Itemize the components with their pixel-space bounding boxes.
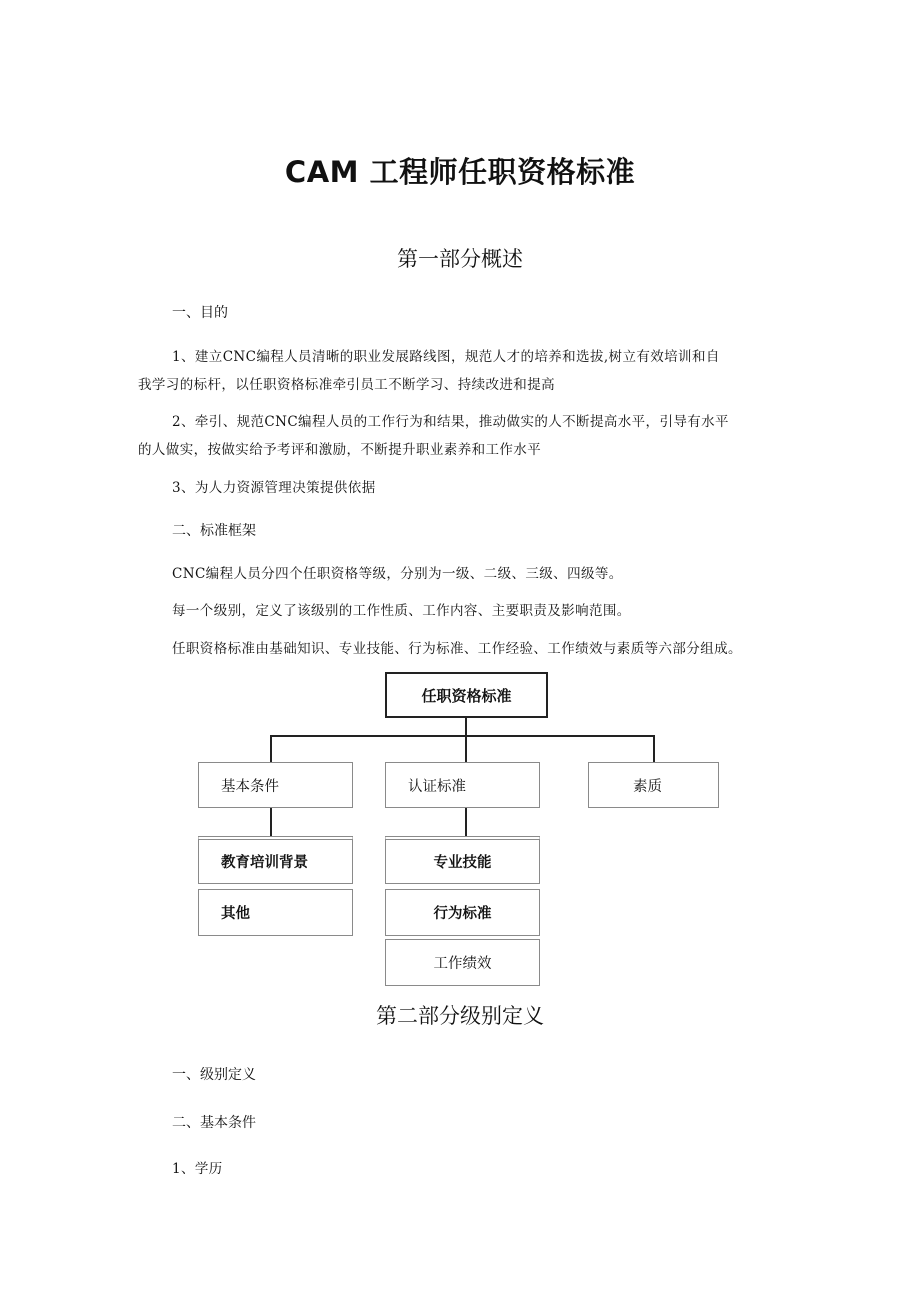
org-child-behavior-standards: [385, 889, 540, 936]
org-child-label: 专业技能: [433, 854, 492, 871]
org-connector-branch-2: [465, 735, 467, 762]
section-basic-conditions-title: 二、基本条件: [172, 1115, 256, 1131]
org-branch-certification-standards: [385, 762, 540, 808]
org-child-label: 教育培训背景: [221, 854, 308, 871]
purpose-item-1-line-2: 我学习的标杆，以任职资格标准牵引员工不断学习、持续改进和提高: [138, 377, 555, 393]
basic-conditions-item-1: 1、学历: [172, 1161, 223, 1177]
org-branch-quality: [588, 762, 719, 808]
org-root-label: 任职资格标准: [421, 686, 512, 705]
purpose-item-2-line-1: 2、牵引、规范CNC编程人员的工作行为和结果，推动做实的人不断提高水平，引导有水平: [172, 414, 729, 430]
framework-para-3: 任职资格标准由基础知识、专业技能、行为标准、工作经验、工作绩效与素质等六部分组成。: [172, 641, 742, 657]
org-child-work-performance: [385, 939, 540, 986]
org-connector-root-down: [465, 718, 467, 736]
part2-heading: 第二部分级别定义: [376, 1004, 544, 1028]
org-connector-branch-1: [270, 735, 272, 762]
purpose-item-1-line-1: 1、建立CNC编程人员清晰的职业发展路线图，规范人才的培养和选拔,树立有效培训和自: [172, 349, 720, 365]
section-purpose-title: 一、目的: [172, 305, 228, 321]
org-branch-basic-conditions: [198, 762, 353, 808]
section-level-definition-title: 一、级别定义: [172, 1067, 256, 1083]
org-branch-label: 认证标准: [408, 778, 466, 795]
org-child-label: 工作绩效: [433, 956, 492, 972]
org-branch-label: 基本条件: [221, 778, 279, 795]
section-framework-title: 二、标准框架: [172, 523, 256, 539]
document-title: CAM 工程师任职资格标准: [284, 155, 636, 189]
org-connector-basic-children: [270, 808, 272, 837]
org-child-label: 行为标准: [433, 905, 492, 922]
org-connector-horizontal: [270, 735, 655, 737]
part1-heading: 第一部分概述: [397, 247, 523, 271]
org-child-education-training: [198, 836, 353, 884]
org-branch-label: 素质: [633, 778, 662, 795]
org-connector-cert-children: [465, 808, 467, 837]
org-root-box: [385, 672, 548, 718]
org-connector-branch-3: [653, 735, 655, 762]
framework-para-2: 每一个级别，定义了该级别的工作性质、工作内容、主要职责及影响范围。: [172, 603, 631, 619]
org-child-label: 其他: [221, 905, 250, 922]
purpose-item-3: 3、为人力资源管理决策提供依据: [172, 480, 376, 496]
org-child-professional-skills: [385, 836, 540, 884]
purpose-item-2-line-2: 的人做实，按做实给予考评和激励，不断提升职业素养和工作水平: [138, 442, 542, 458]
org-child-other: [198, 889, 353, 936]
framework-para-1: CNC编程人员分四个任职资格等级，分别为一级、二级、三级、四级等。: [172, 566, 623, 582]
